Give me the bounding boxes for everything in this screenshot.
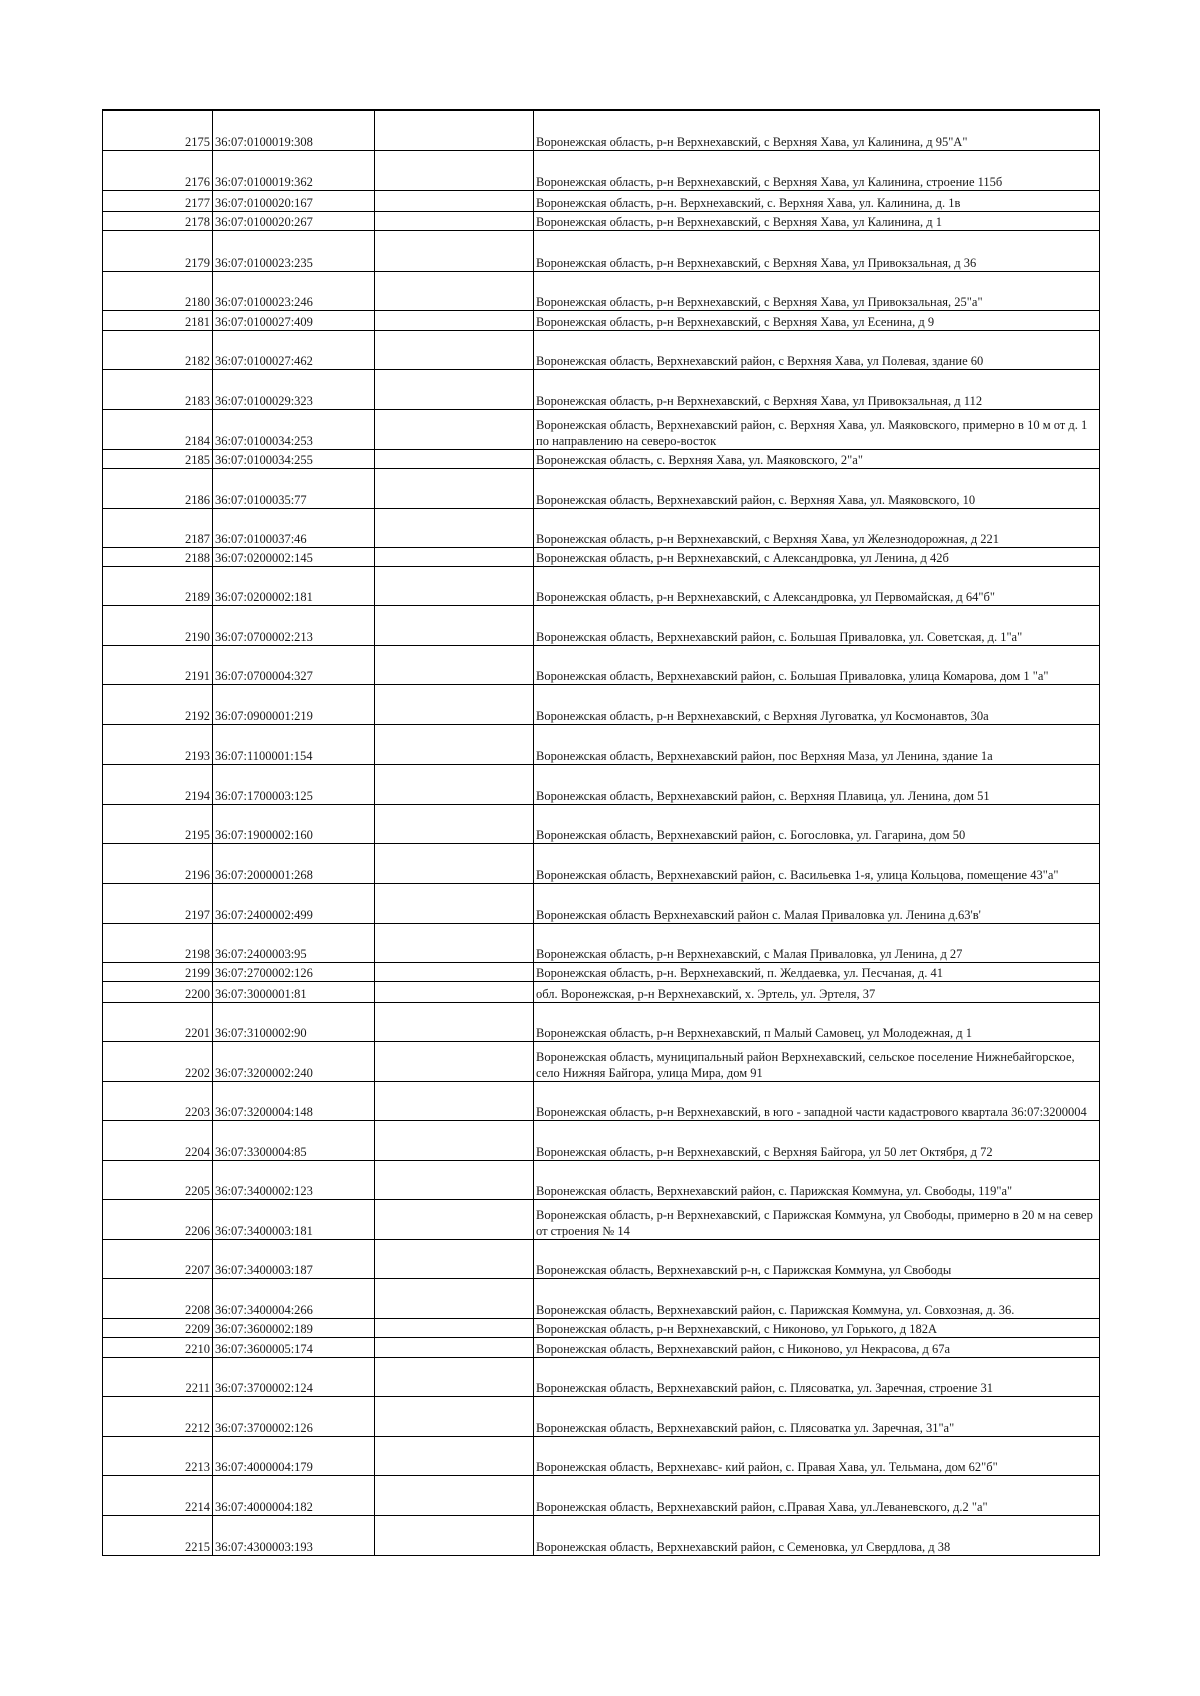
address-cell: Воронежская область, р-н Верхнехавский, с Верхняя Хава, ул Привокзальная, д 112: [534, 369, 1100, 409]
address-cell: Воронежская область, р-н Верхнехавский, с Верхняя Хава, ул Калинина, д 1: [534, 211, 1100, 230]
table-row: [103, 1002, 1100, 1041]
cadastral-number-cell: 36:07:3600002:189: [213, 1318, 375, 1337]
row-number-cell: 2182: [103, 330, 213, 369]
table-row: [103, 962, 1100, 981]
address-cell: Воронежская область, р-н. Верхнехавский, п. Желдаевка, ул. Песчаная, д. 41: [534, 962, 1100, 981]
empty-cell: [375, 1041, 534, 1081]
empty-cell: [375, 724, 534, 764]
address-cell: Воронежская область, Верхнехавский район, пос Верхняя Маза, ул Ленина, здание 1а: [534, 724, 1100, 764]
cadastral-number-cell: 36:07:0100020:167: [213, 190, 375, 211]
cadastral-number-cell: 36:07:0200002:145: [213, 547, 375, 566]
row-number-cell: 2186: [103, 468, 213, 508]
cadastral-number-cell: 36:07:1700003:125: [213, 764, 375, 804]
table-row: [103, 1515, 1100, 1555]
address-cell: Воронежская область, р-н Верхнехавский, с Верхняя Луговатка, ул Космонавтов, 30а: [534, 684, 1100, 724]
empty-cell: [375, 409, 534, 449]
table-row: [103, 1120, 1100, 1160]
address-cell: Воронежская область, р-н Верхнехавский, с Верхняя Хава, ул Есенина, д 9: [534, 310, 1100, 330]
row-number-cell: 2212: [103, 1396, 213, 1436]
cadastral-number-cell: 36:07:0100029:323: [213, 369, 375, 409]
address-cell: Воронежская область, р-н Верхнехавский, с Александровка, ул Первомайская, д 64"б": [534, 566, 1100, 605]
empty-cell: [375, 764, 534, 804]
records-table: [102, 109, 1100, 1556]
cadastral-number-cell: 36:07:3400004:266: [213, 1278, 375, 1318]
table-row: [103, 449, 1100, 468]
empty-cell: [375, 1239, 534, 1278]
empty-cell: [375, 981, 534, 1002]
address-cell: Воронежская область, р-н Верхнехавский, с Верхняя Хава, ул Железнодорожная, д 221: [534, 508, 1100, 547]
table-row: [103, 1436, 1100, 1475]
address-cell: Воронежская область, Верхнехавский район, с. Васильевка 1-я, улица Кольцова, помещение 43"а": [534, 843, 1100, 883]
empty-cell: [375, 110, 534, 150]
table-row: [103, 1475, 1100, 1515]
empty-cell: [375, 1475, 534, 1515]
row-number-cell: 2198: [103, 923, 213, 962]
table-row: [103, 605, 1100, 645]
address-cell: Воронежская область, р-н Верхнехавский, с Верхняя Хава, ул Калинина, д 95"А": [534, 110, 1100, 150]
cadastral-number-cell: 36:07:3600005:174: [213, 1337, 375, 1357]
table-row: [103, 369, 1100, 409]
cadastral-number-cell: 36:07:0900001:219: [213, 684, 375, 724]
empty-cell: [375, 508, 534, 547]
row-number-cell: 2207: [103, 1239, 213, 1278]
table-row: [103, 271, 1100, 310]
empty-cell: [375, 1278, 534, 1318]
cadastral-number-cell: 36:07:3400003:181: [213, 1199, 375, 1239]
table-row: [103, 1239, 1100, 1278]
row-number-cell: 2211: [103, 1357, 213, 1396]
address-cell: Воронежская область, р-н Верхнехавский, с Верхняя Хава, ул Калинина, строение 115б: [534, 150, 1100, 190]
address-cell: Воронежская область, р-н Верхнехавский, с Верхняя Хава, ул Привокзальная, 25"а": [534, 271, 1100, 310]
cadastral-number-cell: 36:07:2400002:499: [213, 883, 375, 923]
table-row: [103, 1081, 1100, 1120]
empty-cell: [375, 271, 534, 310]
address-cell: Воронежская область, Верхнехавский р-н, с Парижская Коммуна, ул Свободы: [534, 1239, 1100, 1278]
table-row: [103, 310, 1100, 330]
address-cell: Воронежская область, Верхнехавский район, с. Верхняя Плавица, ул. Ленина, дом 51: [534, 764, 1100, 804]
empty-cell: [375, 1160, 534, 1199]
row-number-cell: 2189: [103, 566, 213, 605]
table-row: [103, 110, 1100, 150]
table-row: [103, 804, 1100, 843]
table-row: [103, 566, 1100, 605]
table-row: [103, 1199, 1100, 1239]
table-row: [103, 508, 1100, 547]
cadastral-number-cell: 36:07:3300004:85: [213, 1120, 375, 1160]
table-row: [103, 724, 1100, 764]
table-row: [103, 923, 1100, 962]
cadastral-number-cell: 36:07:0100023:246: [213, 271, 375, 310]
row-number-cell: 2181: [103, 310, 213, 330]
row-number-cell: 2203: [103, 1081, 213, 1120]
cadastral-number-cell: 36:07:3100002:90: [213, 1002, 375, 1041]
address-cell: Воронежская область, р-н Верхнехавский, с Малая Приваловка, ул Ленина, д 27: [534, 923, 1100, 962]
row-number-cell: 2188: [103, 547, 213, 566]
empty-cell: [375, 883, 534, 923]
cadastral-number-cell: 36:07:3200002:240: [213, 1041, 375, 1081]
cadastral-number-cell: 36:07:2000001:268: [213, 843, 375, 883]
empty-cell: [375, 449, 534, 468]
empty-cell: [375, 1436, 534, 1475]
row-number-cell: 2193: [103, 724, 213, 764]
cadastral-number-cell: 36:07:0100027:462: [213, 330, 375, 369]
empty-cell: [375, 1199, 534, 1239]
empty-cell: [375, 684, 534, 724]
table-row: [103, 150, 1100, 190]
cadastral-number-cell: 36:07:4300003:193: [213, 1515, 375, 1555]
row-number-cell: 2185: [103, 449, 213, 468]
empty-cell: [375, 1120, 534, 1160]
address-cell: Воронежская область, р-н Верхнехавский, п Малый Самовец, ул Молодежная, д 1: [534, 1002, 1100, 1041]
table-row: [103, 1357, 1100, 1396]
table-row: [103, 211, 1100, 230]
cadastral-number-cell: 36:07:3200004:148: [213, 1081, 375, 1120]
row-number-cell: 2202: [103, 1041, 213, 1081]
cadastral-number-cell: 36:07:0700004:327: [213, 645, 375, 684]
row-number-cell: 2199: [103, 962, 213, 981]
table-row: [103, 1318, 1100, 1337]
empty-cell: [375, 1515, 534, 1555]
cadastral-number-cell: 36:07:4000004:179: [213, 1436, 375, 1475]
cadastral-number-cell: 36:07:0100027:409: [213, 310, 375, 330]
row-number-cell: 2176: [103, 150, 213, 190]
row-number-cell: 2197: [103, 883, 213, 923]
empty-cell: [375, 310, 534, 330]
address-cell: Воронежская область, Верхнехавский район, с. Большая Приваловка, ул. Советская, д. 1"а": [534, 605, 1100, 645]
table-row: [103, 645, 1100, 684]
row-number-cell: 2201: [103, 1002, 213, 1041]
row-number-cell: 2180: [103, 271, 213, 310]
address-cell: Воронежская область, р-н Верхнехавский, с Верхняя Байгора, ул 50 лет Октября, д 72: [534, 1120, 1100, 1160]
empty-cell: [375, 645, 534, 684]
cadastral-number-cell: 36:07:1900002:160: [213, 804, 375, 843]
table-row: [103, 468, 1100, 508]
cadastral-number-cell: 36:07:3700002:126: [213, 1396, 375, 1436]
row-number-cell: 2209: [103, 1318, 213, 1337]
table-row: [103, 981, 1100, 1002]
address-cell: Воронежская область, Верхнехавский район, с. Верхняя Хава, ул. Маяковского, примерно в 10 м от д. 1 по направлению на северо-восток: [534, 409, 1100, 449]
empty-cell: [375, 150, 534, 190]
row-number-cell: 2191: [103, 645, 213, 684]
table-row: [103, 230, 1100, 271]
address-cell: Воронежская область, Верхнехавский район, с. Парижская Коммуна, ул. Совхозная, д. 36.: [534, 1278, 1100, 1318]
table-row: [103, 1041, 1100, 1081]
cadastral-number-cell: 36:07:0100035:77: [213, 468, 375, 508]
row-number-cell: 2215: [103, 1515, 213, 1555]
cadastral-number-cell: 36:07:0100019:362: [213, 150, 375, 190]
cadastral-number-cell: 36:07:3700002:124: [213, 1357, 375, 1396]
address-cell: Воронежская область, Верхнехавский район, с. Богословка, ул. Гагарина, дом 50: [534, 804, 1100, 843]
table-row: [103, 547, 1100, 566]
row-number-cell: 2183: [103, 369, 213, 409]
address-cell: Воронежская область, Верхнехавский район, с. Парижская Коммуна, ул. Свободы, 119"а": [534, 1160, 1100, 1199]
address-cell: Воронежская область, р-н Верхнехавский, в юго - западной части кадастрового квартала 36:07:3200004: [534, 1081, 1100, 1120]
table-row: [103, 1160, 1100, 1199]
empty-cell: [375, 605, 534, 645]
cadastral-number-cell: 36:07:0100034:255: [213, 449, 375, 468]
empty-cell: [375, 1357, 534, 1396]
empty-cell: [375, 369, 534, 409]
cadastral-number-cell: 36:07:0100019:308: [213, 110, 375, 150]
table-row: [103, 883, 1100, 923]
row-number-cell: 2195: [103, 804, 213, 843]
cadastral-number-cell: 36:07:0100023:235: [213, 230, 375, 271]
cadastral-number-cell: 36:07:2400003:95: [213, 923, 375, 962]
address-cell: Воронежская область, р-н Верхнехавский, с Парижская Коммуна, ул Свободы, примерно в 20 м на север от строения № 14: [534, 1199, 1100, 1239]
table-row: [103, 764, 1100, 804]
row-number-cell: 2214: [103, 1475, 213, 1515]
row-number-cell: 2175: [103, 110, 213, 150]
row-number-cell: 2208: [103, 1278, 213, 1318]
empty-cell: [375, 330, 534, 369]
row-number-cell: 2213: [103, 1436, 213, 1475]
cadastral-number-cell: 36:07:3000001:81: [213, 981, 375, 1002]
empty-cell: [375, 230, 534, 271]
address-cell: Воронежская область, Верхнехавский район, с. Плясоватка ул. Заречная, 31"а": [534, 1396, 1100, 1436]
row-number-cell: 2210: [103, 1337, 213, 1357]
table-row: [103, 843, 1100, 883]
cadastral-number-cell: 36:07:0100020:267: [213, 211, 375, 230]
row-number-cell: 2190: [103, 605, 213, 645]
empty-cell: [375, 923, 534, 962]
table-row: [103, 330, 1100, 369]
empty-cell: [375, 843, 534, 883]
cadastral-number-cell: 36:07:4000004:182: [213, 1475, 375, 1515]
table-row: [103, 1396, 1100, 1436]
empty-cell: [375, 1337, 534, 1357]
address-cell: Воронежская область, р-н Верхнехавский, с Никоново, ул Горького, д 182А: [534, 1318, 1100, 1337]
empty-cell: [375, 566, 534, 605]
table-row: [103, 684, 1100, 724]
row-number-cell: 2184: [103, 409, 213, 449]
row-number-cell: 2194: [103, 764, 213, 804]
table-row: [103, 190, 1100, 211]
row-number-cell: 2205: [103, 1160, 213, 1199]
table-row: [103, 409, 1100, 449]
cadastral-number-cell: 36:07:2700002:126: [213, 962, 375, 981]
row-number-cell: 2177: [103, 190, 213, 211]
empty-cell: [375, 1318, 534, 1337]
cadastral-number-cell: 36:07:1100001:154: [213, 724, 375, 764]
table-row: [103, 1278, 1100, 1318]
row-number-cell: 2178: [103, 211, 213, 230]
address-cell: Воронежская область, муниципальный район Верхнехавский, сельское поселение Нижнебайгорское, село Нижняя Байгора, улица Мира, дом 91: [534, 1041, 1100, 1081]
cadastral-number-cell: 36:07:0100037:46: [213, 508, 375, 547]
empty-cell: [375, 211, 534, 230]
empty-cell: [375, 468, 534, 508]
address-cell: Воронежская область, Верхнехавский район, с Верхняя Хава, ул Полевая, здание 60: [534, 330, 1100, 369]
records-table-body: [103, 110, 1100, 1555]
address-cell: Воронежская область, р-н. Верхнехавский, с. Верхняя Хава, ул. Калинина, д. 1в: [534, 190, 1100, 211]
address-cell: Воронежская область, Верхнехавский район, с. Большая Приваловка, улица Комарова, дом 1 "а": [534, 645, 1100, 684]
empty-cell: [375, 1396, 534, 1436]
cadastral-number-cell: 36:07:0200002:181: [213, 566, 375, 605]
empty-cell: [375, 962, 534, 981]
cadastral-number-cell: 36:07:3400002:123: [213, 1160, 375, 1199]
cadastral-number-cell: 36:07:0700002:213: [213, 605, 375, 645]
address-cell: Воронежская область, р-н Верхнехавский, с Верхняя Хава, ул Привокзальная, д 36: [534, 230, 1100, 271]
address-cell: Воронежская область, Верхнехавский район, с Семеновка, ул Свердлова, д 38: [534, 1515, 1100, 1555]
empty-cell: [375, 1002, 534, 1041]
row-number-cell: 2192: [103, 684, 213, 724]
row-number-cell: 2179: [103, 230, 213, 271]
address-cell: Воронежская область, Верхнехавский район, с. Верхняя Хава, ул. Маяковского, 10: [534, 468, 1100, 508]
address-cell: Воронежская область, Верхнехавский район, с Никоново, ул Некрасова, д 67а: [534, 1337, 1100, 1357]
empty-cell: [375, 1081, 534, 1120]
address-cell: Воронежская область, р-н Верхнехавский, с Александровка, ул Ленина, д 42б: [534, 547, 1100, 566]
table-row: [103, 1337, 1100, 1357]
address-cell: Воронежская область, Верхнехавский район, с. Плясоватка, ул. Заречная, строение 31: [534, 1357, 1100, 1396]
cadastral-number-cell: 36:07:3400003:187: [213, 1239, 375, 1278]
cadastral-number-cell: 36:07:0100034:253: [213, 409, 375, 449]
address-cell: Воронежская область Верхнехавский район с. Малая Приваловка ул. Ленина д.63'в': [534, 883, 1100, 923]
row-number-cell: 2196: [103, 843, 213, 883]
empty-cell: [375, 547, 534, 566]
empty-cell: [375, 804, 534, 843]
row-number-cell: 2206: [103, 1199, 213, 1239]
address-cell: Воронежская область, с. Верхняя Хава, ул. Маяковского, 2"а": [534, 449, 1100, 468]
empty-cell: [375, 190, 534, 211]
address-cell: обл. Воронежская, р-н Верхнехавский, х. Эртель, ул. Эртеля, 37: [534, 981, 1100, 1002]
row-number-cell: 2200: [103, 981, 213, 1002]
address-cell: Воронежская область, Верхнехавс- кий район, с. Правая Хава, ул. Тельмана, дом 62"б": [534, 1436, 1100, 1475]
row-number-cell: 2204: [103, 1120, 213, 1160]
row-number-cell: 2187: [103, 508, 213, 547]
address-cell: Воронежская область, Верхнехавский район, с.Правая Хава, ул.Леваневского, д.2 "а": [534, 1475, 1100, 1515]
